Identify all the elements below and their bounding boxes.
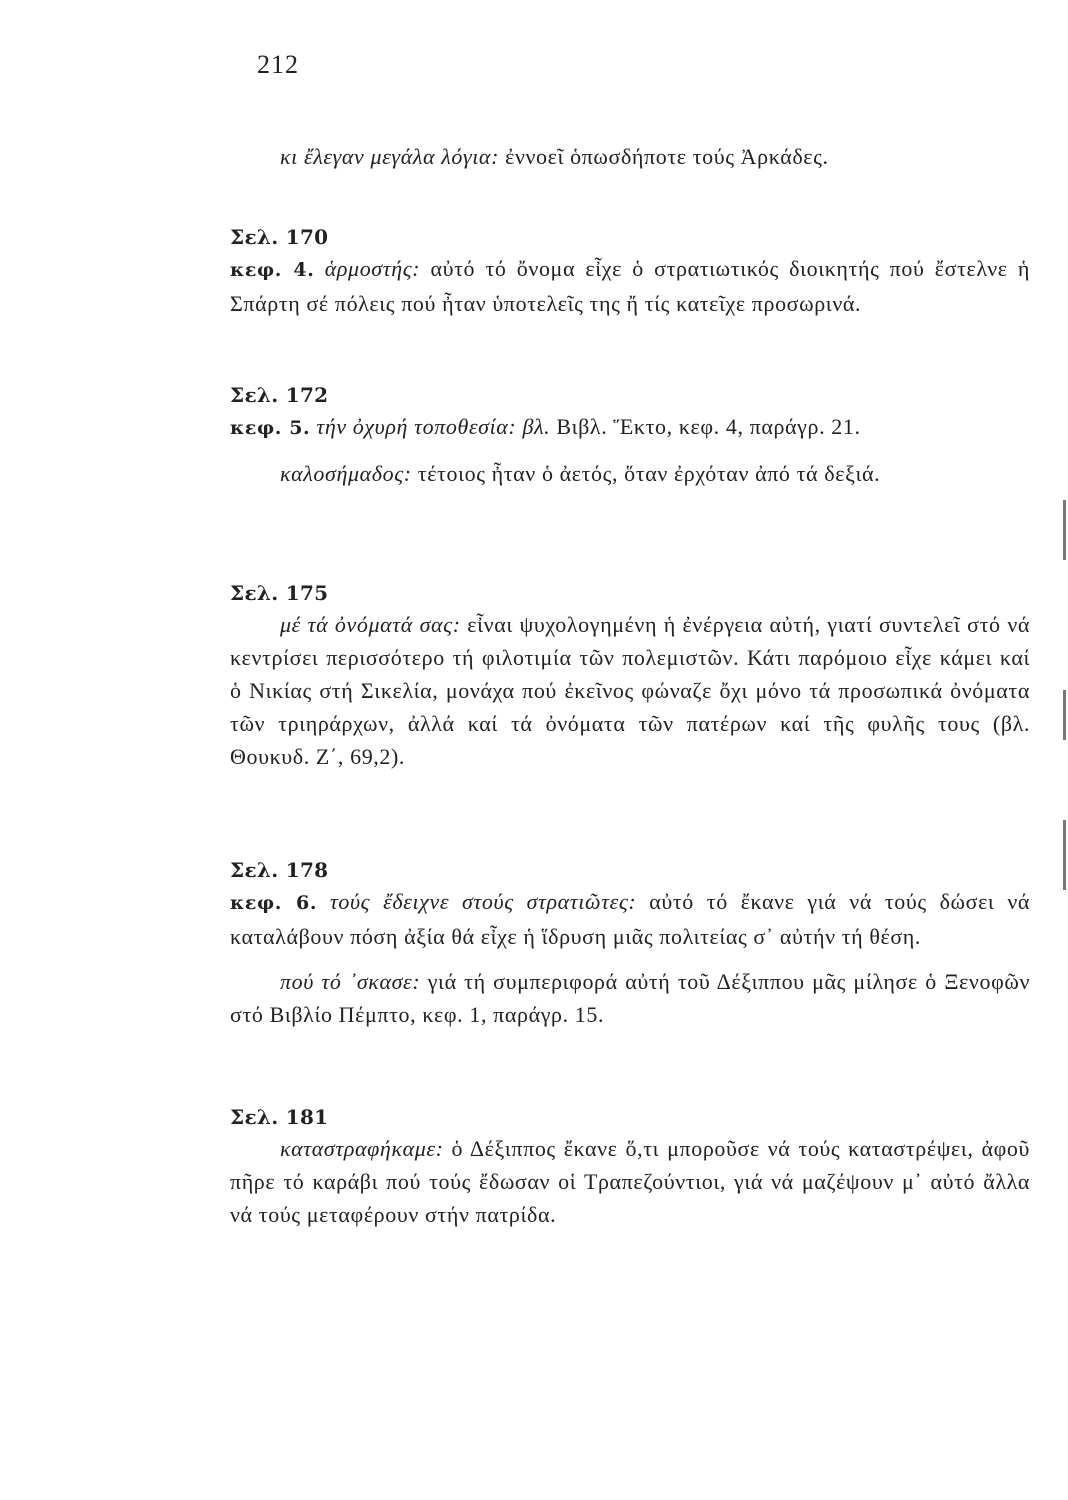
note-text: γιά τή συμπεριφορά αὐτή τοῦ Δέξιππου μᾶς μίλησε ὁ Ξενοφῶν στό Βιβλίο Πέμπτο, κεφ. 1, παράγρ. 15.: [230, 969, 1031, 1027]
section-178: [230, 855, 1030, 1031]
lemma: ἁρμοστής:: [314, 256, 421, 281]
lemma: κι ἔλεγαν μεγάλα λόγια:: [280, 144, 500, 169]
section-heading: Σελ. 175: [230, 581, 329, 605]
note-text: εἶναι ψυχολογημένη ἡ ἐνέργεια αὐτή, γιατί συντελεῖ στό νά κεντρίσει περισσότερο τή φιλοτιμία τῶν πολεμιστῶν. Κάτι παρόμοιο εἶχε κάμει καί ὁ Νικίας στή Σικελία, μονάχα πού ἐκεῖνος φώναζε ὄχι μόνο τά προσωπικά ὀνόματα τῶν τριηράρχων, ἀλλά καί τά ὀνόματα τῶν πατέρων καί τῆς φυλῆς τους (βλ. Θουκυδ. Ζ΄, 69,2).: [230, 612, 1030, 769]
section-heading: Σελ. 170: [230, 225, 329, 249]
chapter-label: κεφ. 5.: [230, 417, 311, 439]
note-paragraph: [230, 252, 1030, 320]
note-text: αὐτό τό ὄνομα εἶχε ὁ στρατιωτικός διοικητής πού ἔστελνε ἡ Σπάρτη σέ πόλεις πού ἦταν ὑποτελεῖς της ἤ τίς κατεῖχε προσωρινά.: [230, 256, 1030, 316]
note-paragraph: [230, 608, 1030, 773]
note-text: αὐτό τό ἔκανε γιά νά τούς δώσει νά καταλάβουν πόση ἀξία θά εἶχε ἡ ἵδρυση μιᾶς πολιτείας σ᾽ αὐτήν τή θέση.: [230, 889, 1030, 949]
note-paragraph: [230, 410, 1030, 445]
note-paragraph: [230, 457, 1030, 490]
note-text: ὁ Δέξιππος ἔκανε ὅ,τι μποροῦσε νά τούς καταστρέψει, ἀφοῦ πῆρε τό καράβι πού τούς ἔδωσαν οἱ Τραπεζούντιοι, γιά νά μαζέψουν μ᾽ αὐτό ἄλλα νά τούς μεταφέρουν στήν πατρίδα.: [230, 1136, 1030, 1227]
section-172: [230, 380, 1030, 490]
chapter-label: κεφ. 6.: [230, 892, 318, 914]
note-paragraph: [230, 1132, 1030, 1231]
section-heading: Σελ. 181: [230, 1105, 329, 1129]
section-175: [230, 578, 1030, 773]
lemma: καλοσήμαδος:: [280, 461, 412, 486]
page-number: 212: [257, 50, 299, 79]
note-text: ἐννοεῖ ὁπωσδήποτε τούς Ἀρκάδες.: [499, 144, 829, 169]
section-heading: Σελ. 172: [230, 383, 329, 407]
scan-edge-mark: [1063, 500, 1066, 560]
section-170: [230, 222, 1030, 320]
note-text: τέτοιος ἦταν ὁ ἀετός, ὅταν ἐρχόταν ἀπό τά δεξιά.: [411, 461, 881, 486]
intro-paragraph: [230, 140, 1030, 173]
scan-edge-mark: [1063, 690, 1066, 740]
section-181: [230, 1102, 1030, 1231]
note-text: Βιβλ. Ἕκτο, κεφ. 4, παράγρ. 21.: [550, 414, 861, 439]
note-paragraph: [230, 885, 1030, 953]
lemma: τούς ἔδειχνε στούς στρατιῶτες:: [317, 889, 637, 914]
lemma: τήν ὀχυρή τοποθεσία: βλ.: [310, 414, 551, 439]
section-heading: Σελ. 178: [230, 858, 329, 882]
scan-edge-mark: [1063, 820, 1066, 890]
lemma: πού τό ᾽σκασε:: [280, 969, 421, 994]
note-paragraph: [230, 965, 1030, 1031]
lemma: καταστραφήκαμε:: [280, 1136, 444, 1161]
intro-block: [230, 140, 1030, 173]
chapter-label: κεφ. 4.: [230, 259, 315, 281]
lemma: μέ τά ὀνόματά σας:: [280, 612, 461, 637]
